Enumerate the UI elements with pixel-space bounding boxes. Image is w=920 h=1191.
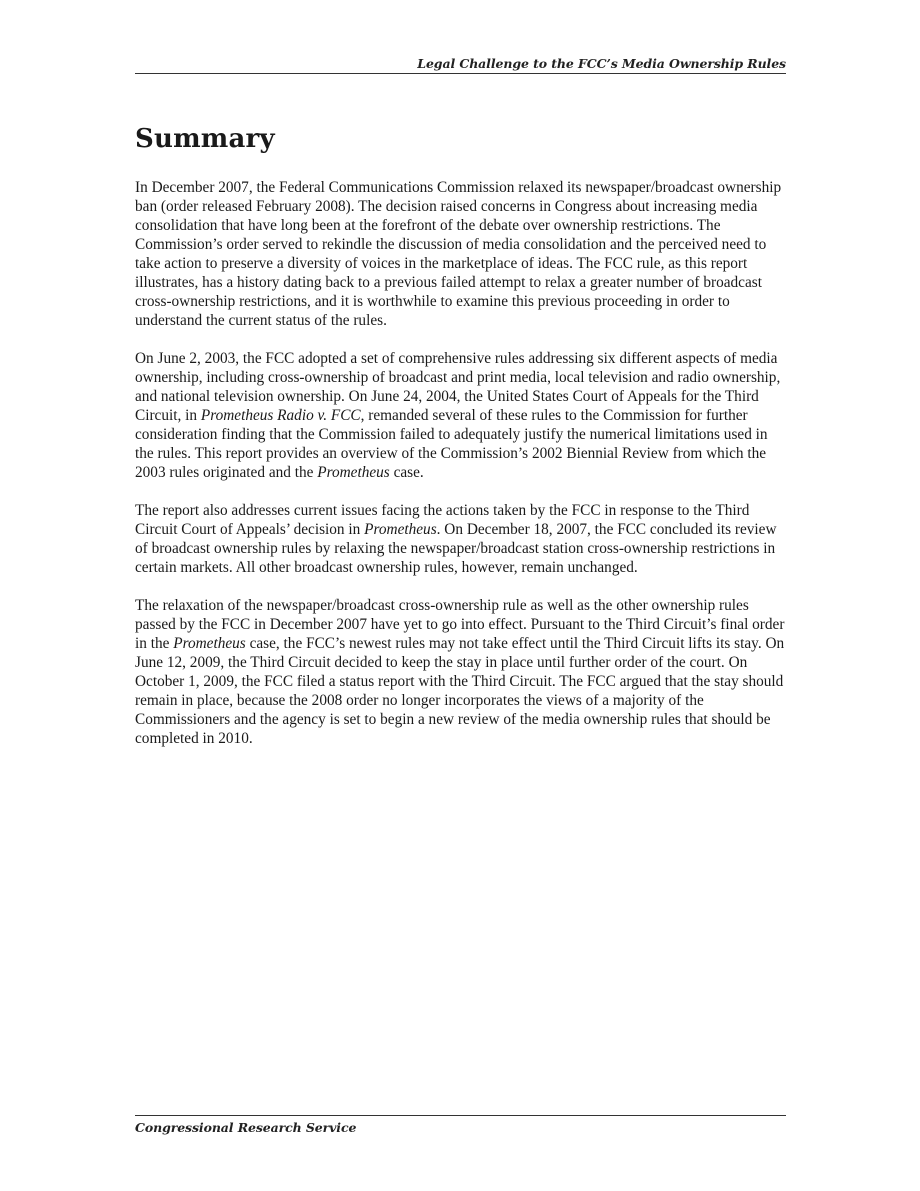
header-rule bbox=[135, 73, 786, 74]
summary-body bbox=[135, 178, 790, 767]
case-name-italic: Prometheus Radio v. FCC bbox=[200, 407, 361, 424]
paragraph-text: , remanded several of these rules to the Commission for further consideration finding that the Commission failed to adequately justify the numerical limitations used in the rules. This report provides an overview of the Commission’s 2002 Biennial Review from which the 2003 rules originated and the bbox=[135, 407, 768, 481]
paragraph-text: . On December 18, 2007, the FCC concluded its review of broadcast ownership rules by relaxing the newspaper/broadcast station cross-ownership restrictions in certain markets. All other broadcast ownership rules, however, remain unchanged. bbox=[135, 521, 777, 576]
paragraph-text: case, the FCC’s newest rules may not take effect until the Third Circuit lifts its stay. On June 12, 2009, the Third Circuit decided to keep the stay in place until further order of the court. On October 1, 2009, the FCC filed a status report with the Third Circuit. The FCC argued that the stay should remain in place, because the 2008 order no longer incorporates the views of a majority of the Commissioners and the agency is set to begin a new review of the media ownership rules that should be completed in 2010. bbox=[135, 635, 785, 747]
paragraph-text: On June 2, 2003, the FCC adopted a set of comprehensive rules addressing six different aspects of media ownership, including cross-ownership of broadcast and print media, local television and radio ownership, and national television ownership. On June 24, 2004, the United States Court of Appeals for the Third Circuit, in bbox=[135, 350, 781, 424]
case-name-italic: Prometheus bbox=[173, 635, 246, 652]
paragraph-2 bbox=[135, 349, 790, 482]
section-title: Summary bbox=[135, 124, 275, 154]
paragraph-text: The relaxation of the newspaper/broadcast cross-ownership rule as well as the other ownership rules passed by the FCC in December 2007 have yet to go into effect. Pursuant to the Third Circuit’s final order in the bbox=[135, 597, 785, 652]
paragraph-3 bbox=[135, 501, 790, 577]
running-header: Legal Challenge to the FCC’s Media Ownership Rules bbox=[417, 56, 786, 71]
paragraph-text: case. bbox=[389, 464, 424, 481]
running-footer: Congressional Research Service bbox=[135, 1120, 357, 1135]
paragraph-4 bbox=[135, 596, 790, 748]
paragraph-text: In December 2007, the Federal Communications Commission relaxed its newspaper/broadcast ownership ban (order released February 2008). The decision raised concerns in Congress about increasing media consolidation that have long been at the forefront of the debate over ownership restrictions. The Commission’s order served to rekindle the discussion of media consolidation and the perceived need to take action to preserve a diversity of voices in the marketplace of ideas. The FCC rule, as this report illustrates, has a history dating back to a previous failed attempt to relax a greater number of broadcast cross-ownership restrictions, and it is worthwhile to examine this previous proceeding in order to understand the current status of the rules. bbox=[135, 179, 782, 329]
case-name-italic: Prometheus bbox=[364, 521, 437, 538]
paragraph-text: The report also addresses current issues facing the actions taken by the FCC in response to the Third Circuit Court of Appeals’ decision in bbox=[135, 502, 750, 538]
case-name-italic: Prometheus bbox=[317, 464, 390, 481]
footer-rule bbox=[135, 1115, 786, 1116]
paragraph-1 bbox=[135, 178, 790, 330]
